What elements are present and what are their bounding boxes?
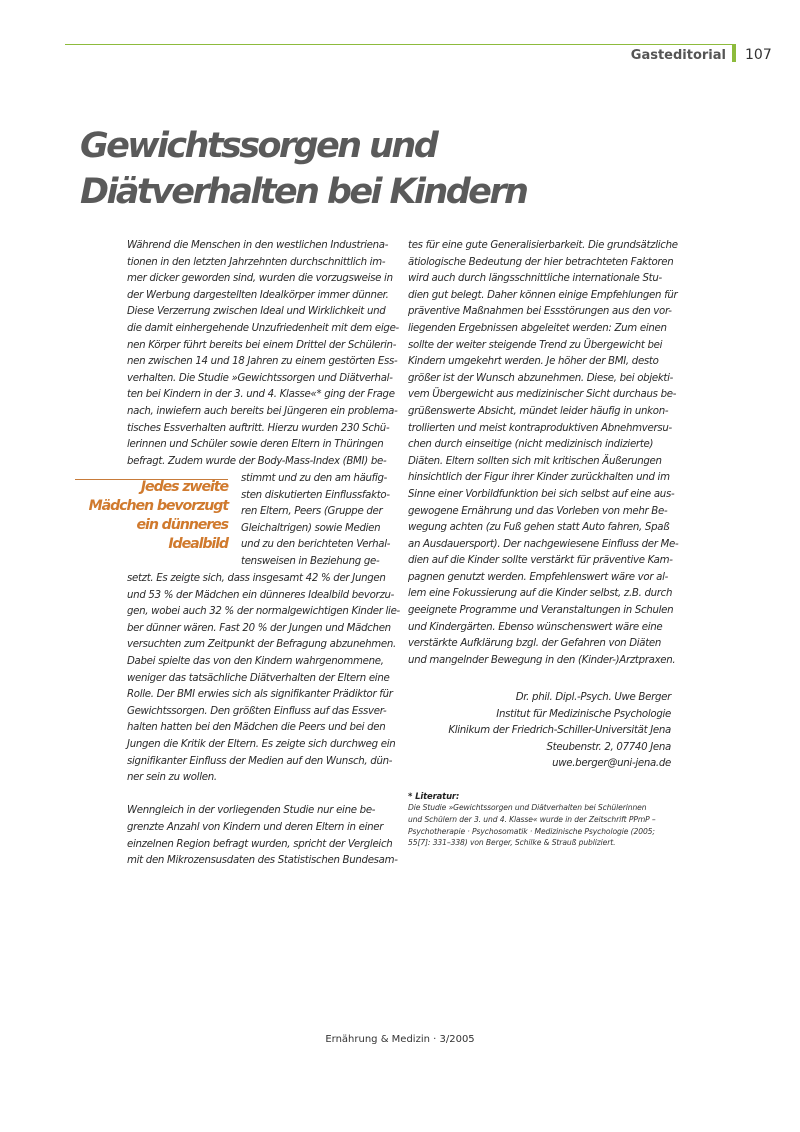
text-line: gen, wobei auch 32 % der normalgewichtigen Kinder lie- [127,606,400,618]
footnote-line: Psychotherapie · Psychosomatik · Medizinische Psychologie (2005; [408,826,655,836]
footnote-line: und Schülern der 3. und 4. Klasse« wurde in der Zeitschrift PPmP – [408,814,656,824]
text-line: verstärkte Aufklärung bzgl. der Gefahren von Diäten [408,638,662,650]
text-line: Rolle. Der BMI erwies sich als signifikanter Prädiktor für [127,689,393,701]
text-line: nen Körper führt bereits bei einem Drittel der Schülerin- [127,339,397,351]
footnote-line: 55[7]: 331–338) von Berger, Schilke & Strauß publiziert. [408,838,616,848]
text-line: präventive Maßnahmen bei Essstörungen aus den vor- [408,306,672,318]
text-line: setzt. Es zeigte sich, dass insgesamt 42 % der Jungen [127,573,386,584]
text-line: trollierten und meist kontraproduktiven Abnehmversu- [408,422,672,434]
page-footer: Ernährung & Medizin · 3/2005 [325,1034,475,1045]
article-title-line-2: Diätverhalten bei Kindern [80,172,527,212]
text-line: vem Übergewicht aus medizinischer Sicht durchaus be- [408,389,677,401]
text-line: halten hatten bei den Mädchen die Peers und bei den [127,722,386,734]
text-line: chen durch einseitige (nicht medizinisch indizierte) [408,439,654,451]
text-line: weniger das tatsächliche Diätverhalten der Eltern eine [127,672,390,684]
text-line: ber dünner wären. Fast 20 % der Jungen und Mädchen [127,622,391,634]
text-line: dien gut belegt. Daher können einige Empfehlungen für [408,289,678,301]
pull-quote [75,478,228,554]
text-line: dien auf die Kinder sollte verstärkt für präventive Kam- [408,555,673,567]
footnote-title: * Literatur: [408,791,460,801]
article-title [80,123,600,215]
text-line: tionen in den letzten Jahrzehnten durchschnittlich im- [127,256,386,268]
text-line: Dabei spielte das von den Kindern wahrgenommene, [127,655,384,667]
text-line: befragt. Zudem wurde der Body-Mass-Index (BMI) be- [127,455,387,467]
text-line: lem eine Fokussierung auf die Kinder selbst, z.B. durch [408,588,673,600]
text-line: grüßenswerte Absicht, mündet leider häufig in unkon- [408,405,669,417]
header-rule [65,44,735,45]
text-line: einzelnen Region befragt wurden, spricht der Vergleich [127,838,393,850]
pull-quote-line: Idealbild [168,536,228,552]
author-institute: Institut für Medizinische Psychologie [496,708,671,720]
text-line: Gewichtssorgen. Den größten Einfluss auf das Essver- [127,705,387,717]
text-line: mit den Mikrozensusdaten des Statistischen Bundesam- [127,855,398,867]
text-line: größer ist der Wunsch abzunehmen. Diese, bei objekti- [408,372,674,384]
text-line: Kindern umgekehrt werden. Je höher der BMI, desto [408,356,659,368]
text-line: Jungen die Kritik der Eltern. Es zeigte sich durchweg ein [127,738,396,750]
text-line: gewogene Ernährung und das Vorleben von mehr Be- [408,505,668,517]
text-line: und zu den berichteten Verhal- [241,539,391,551]
literature-footnote [408,790,708,849]
footnote-line: Die Studie »Gewichtssorgen und Diätverhalten bei Schülerinnen [408,803,647,812]
text-line: der Werbung dargestellten Idealkörper immer dünner. [127,289,389,301]
text-line: geeignete Programme und Veranstaltungen in Schulen [408,605,674,617]
text-line: ner sein zu wollen. [127,772,217,784]
author-address: Steubenstr. 2, 07740 Jena [546,741,671,753]
text-line: tensweisen in Beziehung ge- [241,555,380,567]
text-line: Gleichaltrigen) sowie Medien [241,522,381,534]
left-column-bottom [127,571,400,870]
text-line: Diese Verzerrung zwischen Ideal und Wirklichkeit und [127,306,386,318]
text-line: nach, inwiefern auch bereits bei Jüngeren ein problema- [127,405,398,417]
text-line: ren Eltern, Peers (Gruppe der [241,506,383,518]
text-line: verhalten. Die Studie »Gewichtssorgen und Diätverhal- [127,372,393,384]
text-line: stimmt und zu den am häufig- [241,473,388,484]
text-line: und mangelnder Bewegung in den (Kinder-)Arztpraxen. [408,654,676,666]
text-line: und 53 % der Mädchen ein dünneres Idealbild bevorzu- [127,589,395,601]
text-line: versuchten zum Zeitpunkt der Befragung abzunehmen. [127,639,396,651]
text-line: Diäten. Eltern sollten sich mit kritischen Äußerungen [408,455,662,467]
text-line: wird auch durch längsschnittliche internationale Stu- [408,273,662,285]
text-line: ätiologische Bedeutung der hier betrachteten Faktoren [408,256,674,268]
text-line: tes für eine gute Generalisierbarkeit. Die grundsätzliche [408,240,678,251]
text-line: nen zwischen 14 und 18 Jahren zu einem gestörten Ess- [127,356,398,368]
text-line: liegenden Ergebnissen abgeleitet werden: Zum einen [408,322,667,334]
text-line: an Ausdauersport). Der nachgewiesene Einfluss der Me- [408,538,679,550]
page-number: 107 [745,47,772,63]
header-accent-bar [732,44,736,62]
text-line: Sinne einer Vorbildfunktion bei sich selbst auf eine aus- [408,488,675,500]
text-line: wegung achten (zu Fuß gehen statt Auto fahren, Spaß [408,522,670,534]
text-line: lerinnen und Schüler sowie deren Eltern in Thüringen [127,439,384,451]
author-email[interactable]: uwe.berger@uni-jena.de [552,758,671,770]
text-line: Wenngleich in der vorliegenden Studie nur eine be- [127,805,376,817]
text-line: sten diskutierten Einflussfakto- [241,489,390,501]
right-column [408,238,678,669]
text-line: ten bei Kindern in der 3. und 4. Klasse«* ging der Frage [127,389,395,401]
text-line: sollte der weiter steigende Trend zu Übergewicht bei [408,339,663,351]
text-line: signifikanter Einfluss der Medien auf den Wunsch, dün- [127,755,393,767]
section-label: Gasteditorial [630,48,726,63]
author-name: Dr. phil. Dipl.-Psych. Uwe Berger [515,692,671,703]
left-column-top [127,238,399,470]
text-line: mer dicker geworden sind, wurden die vorzugsweise in [127,273,393,285]
text-line: hinsichtlich der Figur ihrer Kinder zurückhalten und im [408,472,670,484]
author-signature [448,690,671,773]
pull-quote-line: Mädchen bevorzugt [88,498,228,514]
text-line: die damit einhergehende Unzufriedenheit mit dem eige- [127,322,399,334]
text-line: und Kindergärten. Ebenso wünschenswert wäre eine [408,621,663,633]
pull-quote-line: Jedes zweite [140,479,228,495]
left-column-wrap [241,471,390,571]
author-clinic: Klinikum der Friedrich-Schiller-Universität Jena [448,725,671,737]
text-line: pagnen genutzt werden. Empfehlenswert wäre vor al- [408,571,669,583]
text-line: tisches Essverhalten auftritt. Hierzu wurden 230 Schü- [127,422,390,434]
text-line: Während die Menschen in den westlichen Industriena- [127,240,389,251]
pull-quote-line: ein dünneres [136,517,228,533]
article-title-line-1: Gewichtssorgen und [80,126,437,166]
text-line: grenzte Anzahl von Kindern und deren Eltern in einer [127,821,384,833]
paragraph-gap [127,787,400,804]
